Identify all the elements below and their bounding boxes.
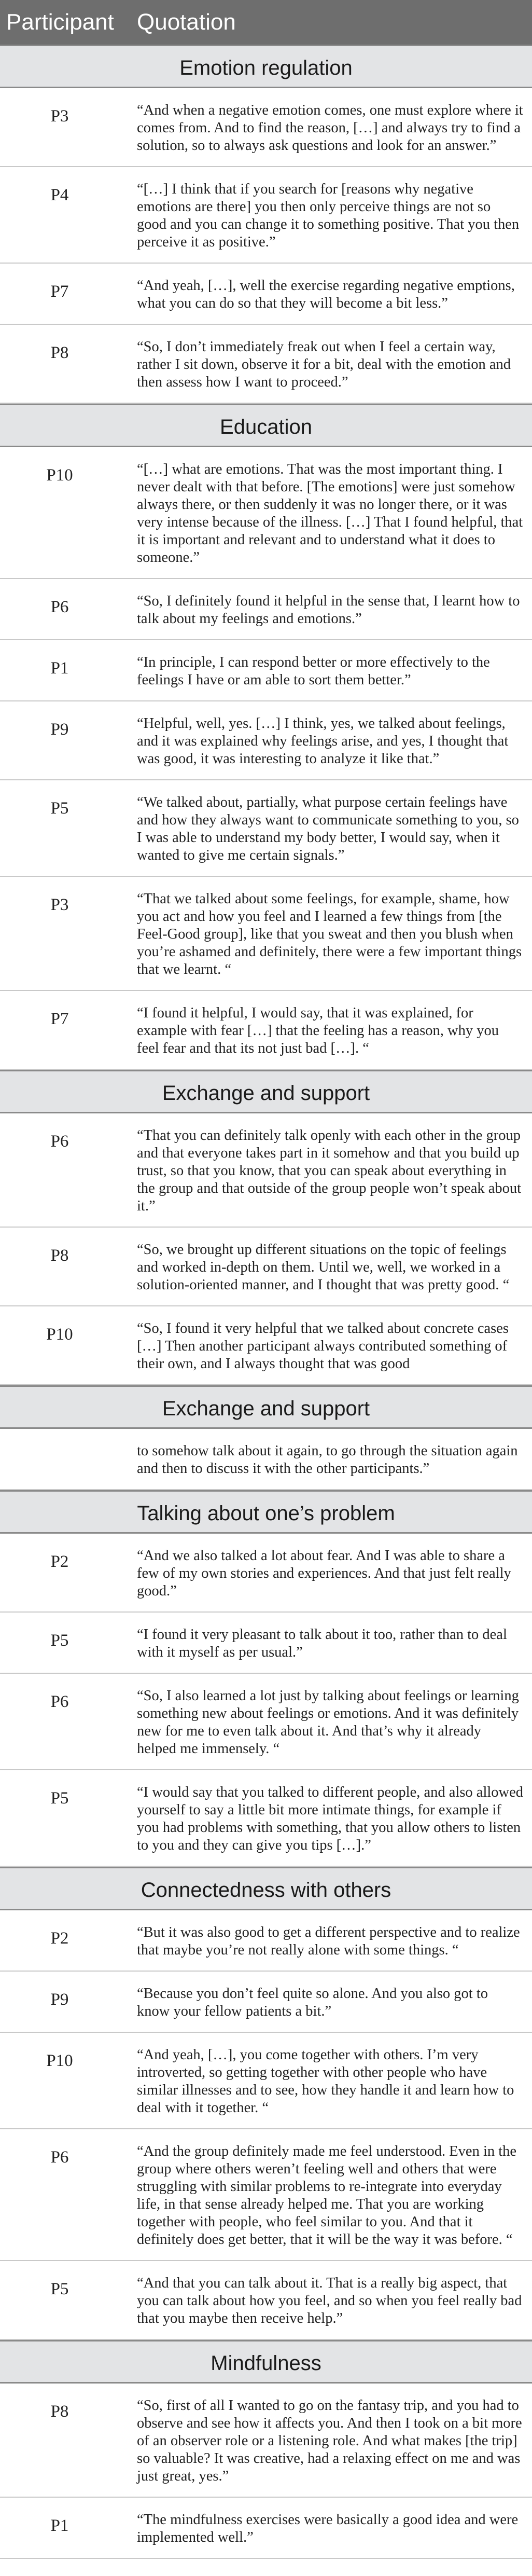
quotation-cell: “Helpful, well, yes. […] I think, yes, we talked about feelings, and it was explained why feelings arise, and yes, I thought that was good, it was interesting to analyze it like that.”: [137, 715, 509, 767]
participant-column-header: Participant: [6, 9, 114, 35]
participant-cell: P9: [50, 720, 69, 739]
quotation-cell: “That you can definitely talk openly with each other in the group and that everyone takes part in it somehow and that you build up trust, so that you know, that you can speak about everything in the group and that outside of the group people won’t speak about it.”: [137, 1127, 522, 1214]
participant-cell: P5: [50, 1789, 69, 1808]
participant-cell: P5: [50, 1631, 69, 1650]
table-row: [0, 991, 532, 1070]
table-row: [0, 2384, 532, 2498]
quotation-cell: “The mindfulness exercises were basically a good idea and were implemented well.”: [137, 2512, 519, 2545]
table-header: [0, 0, 532, 45]
table-row: [0, 1674, 532, 1770]
quotation-cell: “And yeah, […], you come together with others. I’m very introverted, so getting together with other people who have similar illnesses and to see, how they handle it and learn how to deal with it together. “: [137, 2047, 514, 2116]
table-row: [0, 1613, 532, 1674]
quotation-cell: “So, first of all I wanted to go on the fantasy trip, and you had to observe and see how it affects you. And then I took on a bit more of an observer role or a listening role. And what makes [the trip] so valuable? It was creative, had a relaxing effect on me and was just great, yes.”: [137, 2398, 522, 2484]
quotation-cell: to somehow talk about it again, to go through the situation again and then to discuss it with the other participants.”: [137, 1443, 518, 1477]
participant-cell: P3: [50, 896, 69, 914]
participant-cell: P6: [50, 1132, 69, 1151]
quotation-cell: “I would say that you talked to different people, and also allowed yourself to say a little bit more intimate things, for example if you had problems with something, that you allow others to listen to you and they can give you tips […].”: [137, 1784, 524, 1853]
participant-cell: P10: [46, 2051, 73, 2070]
participant-cell: P7: [50, 282, 69, 301]
participant-cell: P8: [50, 2402, 69, 2421]
table-row: [0, 1534, 532, 1613]
quotation-cell: “In principle, I can respond better or more effectively to the feelings I have or am able to sort them better.”: [137, 654, 490, 688]
table-row: [0, 780, 532, 877]
table-row: [0, 264, 532, 325]
participant-cell: P10: [46, 1325, 73, 1344]
table-body: [0, 45, 532, 2559]
quotation-cell: “So, I don’t immediately freak out when I feel a certain way, rather I sit down, observe it for a bit, deal with the emotion and then assess how I want to proceed.”: [137, 339, 511, 390]
quotation-cell: “That we talked about some feelings, for example, shame, how you act and how you feel and I learned a few things from [the Feel-Good group], like that you sweat and then you blush when you’re ashamed and definitely, there were a few important things that we learnt. “: [137, 891, 522, 977]
participant-cell: P5: [50, 2280, 69, 2298]
table-row: [0, 1910, 532, 1972]
participant-cell: P10: [46, 466, 73, 485]
table-row: [0, 1429, 532, 1490]
quotation-cell: “So, I definitely found it helpful in the sense that, I learnt how to talk about my feelings and emotions.”: [137, 593, 520, 627]
quotation-cell: “And the group definitely made me feel understood. Even in the group where others weren’t feeling well and others that were struggling with similar problems to re-integrate into everyday life, in that sense already helped me. That you are working together with people, who feel similar to you. And that it definitely does get better, that it will be the way it was before. “: [137, 2143, 517, 2248]
table-row: [0, 1306, 532, 1385]
section-header: Education: [0, 404, 532, 447]
table-row: [0, 1972, 532, 2033]
quotation-column-header: Quotation: [137, 9, 236, 35]
quotation-cell: “And yeah, […], well the exercise regarding negative emptions, what you can do so that they will become a bit less.”: [137, 278, 515, 311]
quotation-cell: “Because you don’t feel quite so alone. And you also got to know your fellow patients a bit.”: [137, 1986, 488, 2019]
quotation-cell: “I found it helpful, I would say, that it was explained, for example with fear […] that the feeling has a reason, why you feel fear and that its not just bad […]. “: [137, 1005, 499, 1056]
table-row: [0, 877, 532, 991]
participant-cell: P6: [50, 1692, 69, 1711]
quotation-cell: “And when a negative emotion comes, one must explore where it comes from. And to find the reason, […] and always try to find a solution, so to always ask questions and look for an answer.”: [137, 102, 523, 154]
section-header: Connectedness with others: [0, 1867, 532, 1910]
participant-cell: P6: [50, 2148, 69, 2167]
table-row: [0, 2129, 532, 2261]
participant-cell: P2: [50, 1929, 69, 1948]
participant-cell: P1: [50, 2516, 69, 2535]
table-row: [0, 325, 532, 404]
quotation-cell: “But it was also good to get a different perspective and to realize that maybe you’re not really alone with some things. “: [137, 1924, 520, 1958]
participant-cell: P4: [50, 186, 69, 204]
quotation-cell: “I found it very pleasant to talk about it too, rather than to deal with it myself as per usual.”: [137, 1627, 507, 1660]
section-header: Emotion regulation: [0, 45, 532, 88]
table-row: [0, 2498, 532, 2559]
participant-cell: P7: [50, 1010, 69, 1028]
section-header: Exchange and support: [0, 1070, 532, 1113]
table-row: [0, 1770, 532, 1867]
participant-cell: P2: [50, 1552, 69, 1571]
quotation-cell: “So, I also learned a lot just by talking about feelings or learning something new about feelings or emotions. And it was definitely new for me to even talk about it. And that’s why it already helped me immensely. “: [137, 1688, 519, 1757]
table-row: [0, 701, 532, 780]
quotation-cell: “So, I found it very helpful that we talked about concrete cases […] Then another participant always contributed something of their own, and I always thought that was good: [137, 1320, 509, 1372]
table-row: [0, 1228, 532, 1306]
quotation-cell: “And that you can talk about it. That is a really big aspect, that you can talk about how you feel, and so when you feel really bad that you maybe then receive help.”: [137, 2275, 522, 2326]
participant-cell: P6: [50, 598, 69, 616]
table-row: [0, 88, 532, 167]
quotation-cell: “[…] I think that if you search for [reasons why negative emotions are there] you then only perceive things are not so good and you can change it to something positive. That you then perceive it as positive.”: [137, 181, 520, 250]
table-row: [0, 447, 532, 579]
participant-cell: P1: [50, 659, 69, 678]
table-row: [0, 640, 532, 701]
participant-cell: P8: [50, 343, 69, 362]
participant-cell: [0, 1429, 119, 1489]
participant-cell: P9: [50, 1990, 69, 2009]
table-row: [0, 1113, 532, 1228]
quotation-cell: “So, we brought up different situations on the topic of feelings and worked in-depth on them. Until we, well, we worked in a solution-oriented manner, and I thought that was pretty good. “: [137, 1242, 510, 1293]
participant-cell: P3: [50, 107, 69, 126]
quotation-cell: “[…] what are emotions. That was the most important thing. I never dealt with that before. [The emotions] were just somehow always there, or then suddenly it was no longer there, or it was very intense because of the illness. […] That I found helpful, that it is important and relevant and to understand what it does to someone.”: [137, 461, 523, 566]
section-header: Exchange and support: [0, 1385, 532, 1429]
quotation-cell: “And we also talked a lot about fear. And I was able to share a few of my own stories and experiences. And that just felt really good.”: [137, 1548, 511, 1599]
participant-cell: P8: [50, 1246, 69, 1265]
table-row: [0, 2033, 532, 2129]
table-row: [0, 2261, 532, 2340]
participant-cell: P5: [50, 799, 69, 818]
table-row: [0, 167, 532, 264]
section-header: Mindfulness: [0, 2340, 532, 2384]
section-header: Talking about one’s problem: [0, 1490, 532, 1534]
quotation-cell: “We talked about, partially, what purpose certain feelings have and how they always want to communicate something to you, so I was able to understand my body better, I would say, when it wanted to give me certain signals.”: [137, 794, 519, 863]
table-row: [0, 579, 532, 640]
